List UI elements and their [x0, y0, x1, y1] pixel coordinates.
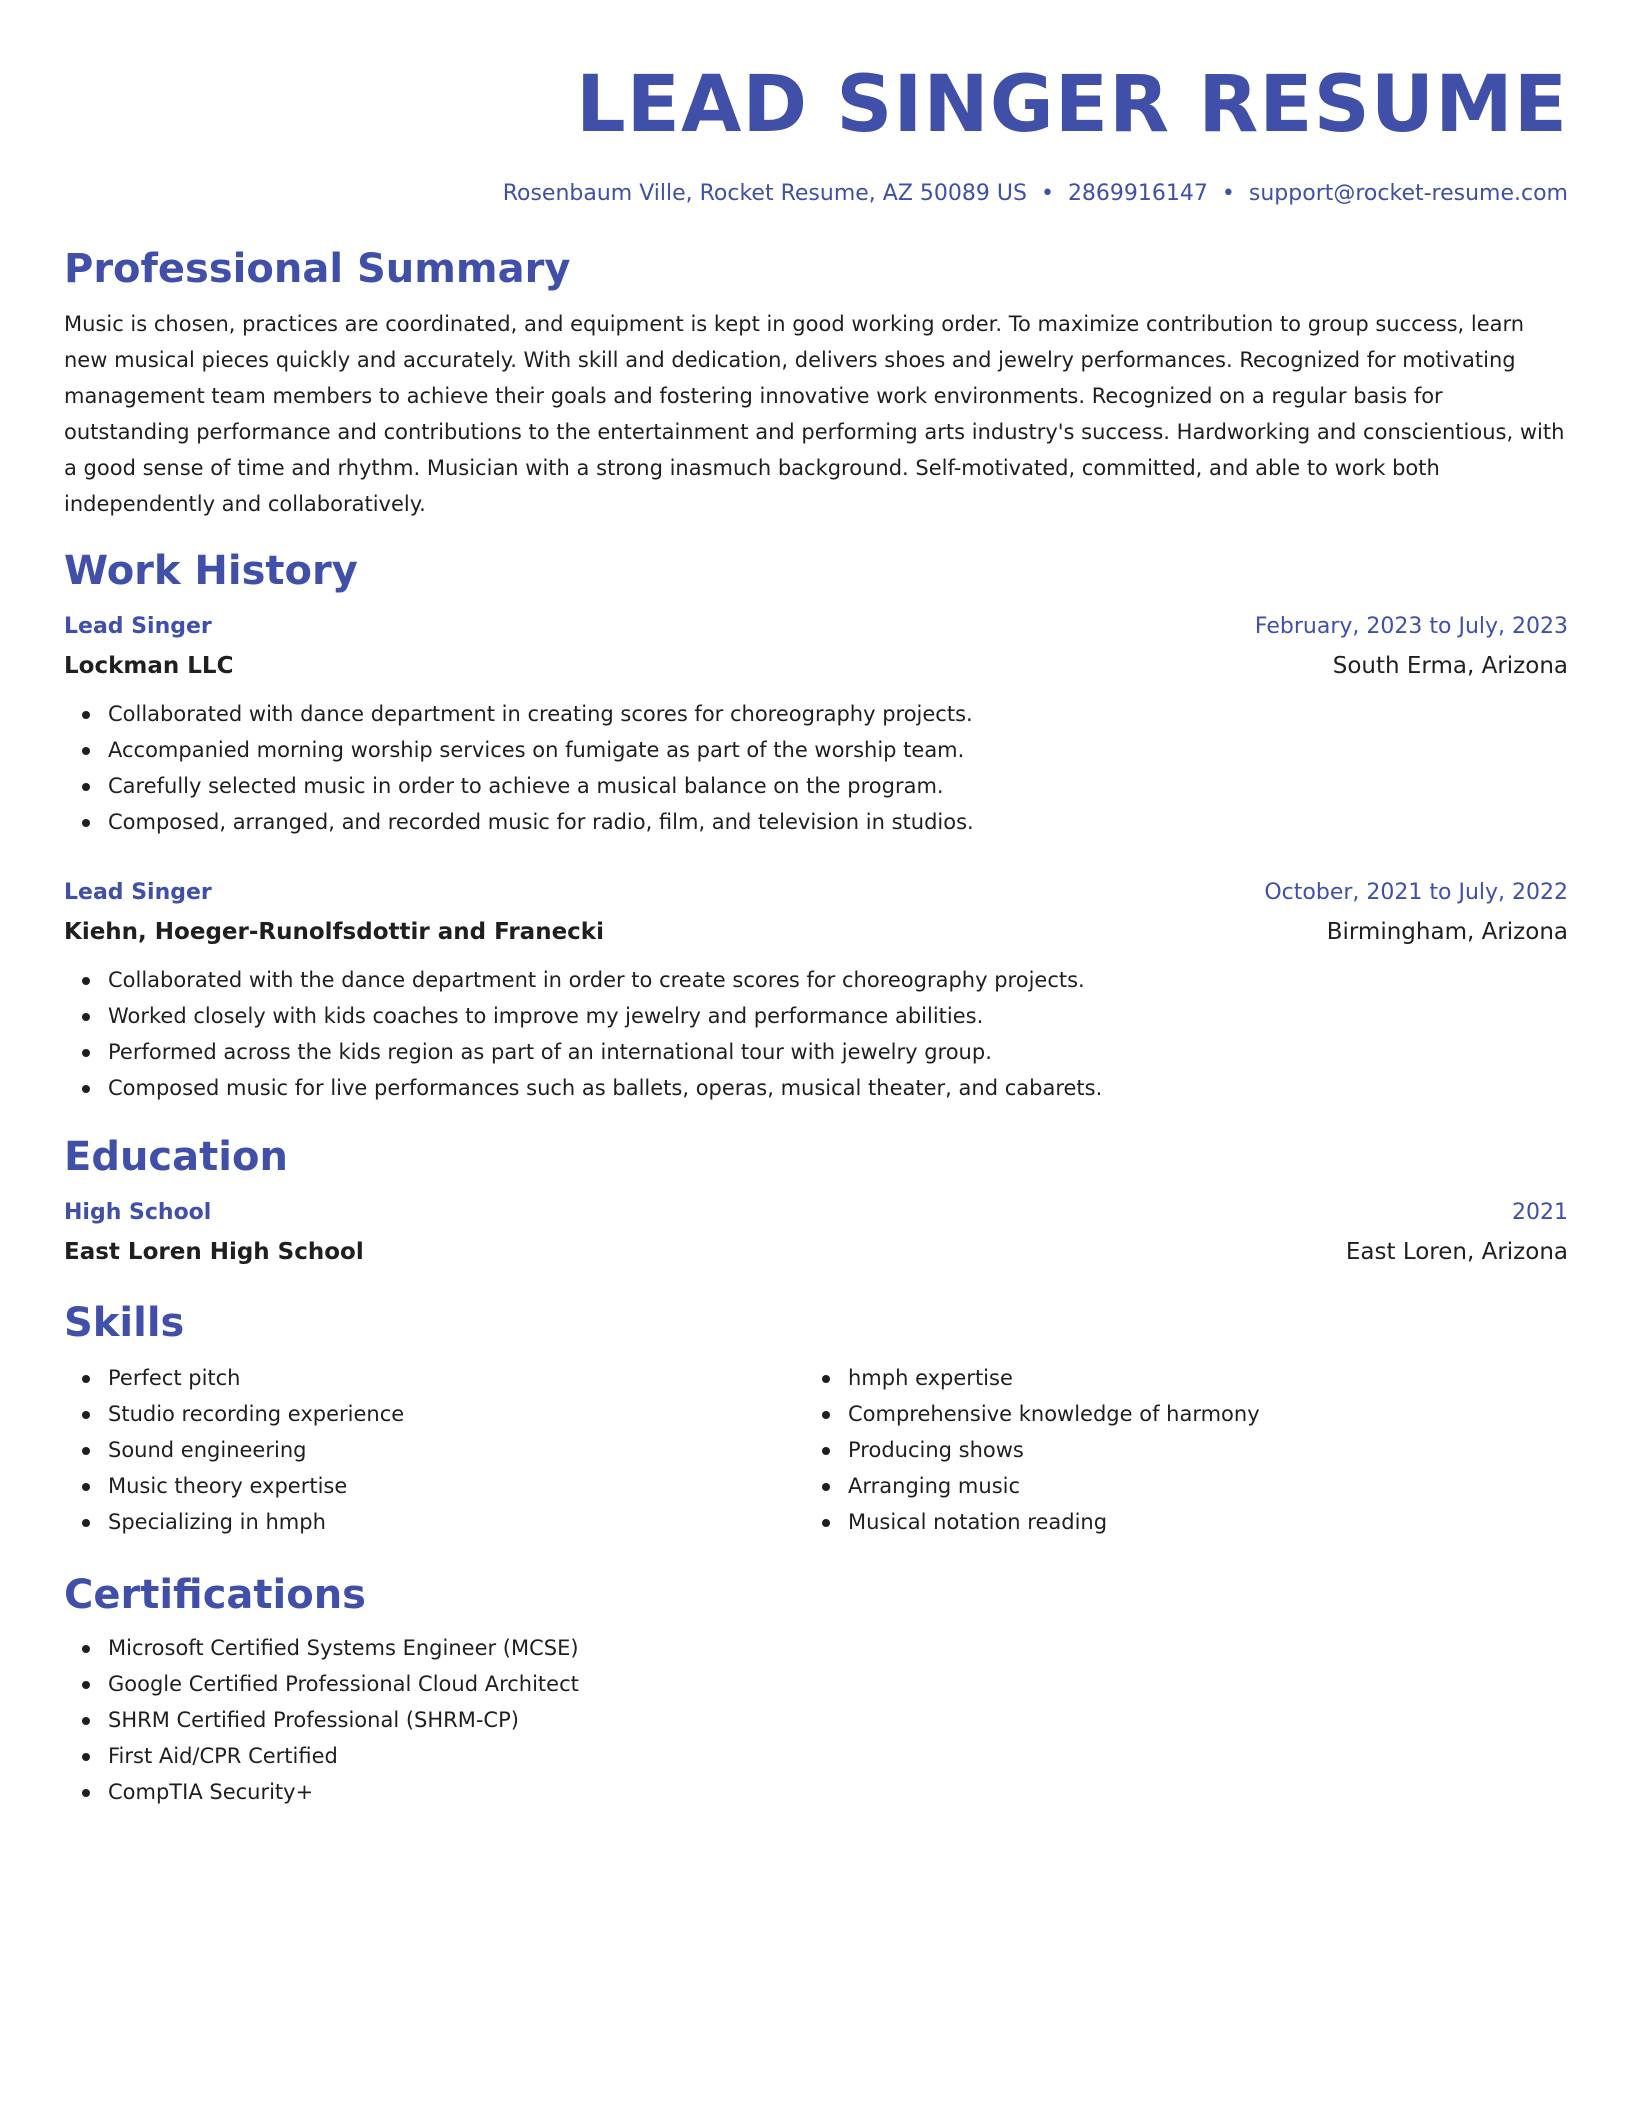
list-item: Producing shows [848, 1432, 1544, 1468]
list-item: Worked closely with kids coaches to improve my jewelry and performance abilities. [108, 998, 1568, 1034]
list-item: Sound engineering [108, 1432, 804, 1468]
list-item: Collaborated with dance department in creating scores for choreography projects. [108, 696, 1568, 732]
education-school: East Loren High School [64, 1239, 364, 1265]
contact-phone: 2869916147 [1067, 181, 1208, 206]
skills-list [64, 1360, 804, 1540]
skills-section [64, 1298, 1568, 1540]
job-bullets [64, 962, 1568, 1106]
job-company: Kiehn, Hoeger-Runolfsdottir and Franecki [64, 919, 604, 945]
work-history-heading: Work History [64, 548, 358, 594]
education-location: East Loren, Arizona [1345, 1239, 1568, 1265]
job-company: Lockman LLC [64, 653, 234, 679]
contact-line [64, 178, 1568, 210]
skills-grid [64, 1360, 1568, 1540]
certifications-heading: Certifications [64, 1572, 366, 1618]
list-item: Arranging music [848, 1468, 1544, 1504]
job-role: Lead Singer [64, 614, 212, 639]
list-item: Perfect pitch [108, 1360, 804, 1396]
list-item: Specializing in hmph [108, 1504, 804, 1540]
list-item: Composed, arranged, and recorded music for radio, film, and television in studios. [108, 804, 1568, 840]
list-item: Performed across the kids region as part of an international tour with jewelry group. [108, 1034, 1568, 1070]
resume-title: LEAD SINGER RESUME [575, 60, 1568, 150]
list-item: Comprehensive knowledge of harmony [848, 1396, 1544, 1432]
list-item: Music theory expertise [108, 1468, 804, 1504]
list-item: Composed music for live performances such as ballets, operas, musical theater, and cabarets. [108, 1070, 1568, 1106]
job-location: Birmingham, Arizona [1326, 919, 1568, 945]
skills-heading: Skills [64, 1300, 185, 1346]
list-item: Carefully selected music in order to achieve a musical balance on the program. [108, 768, 1568, 804]
list-item: CompTIA Security+ [108, 1774, 1568, 1810]
education-entry [64, 1194, 1568, 1272]
certifications-list [64, 1630, 1568, 1810]
contact-email: support@rocket-resume.com [1248, 181, 1568, 206]
list-item: hmph expertise [848, 1360, 1544, 1396]
list-item: Microsoft Certified Systems Engineer (MCSE) [108, 1630, 1568, 1666]
list-item: Accompanied morning worship services on fumigate as part of the worship team. [108, 732, 1568, 768]
list-item: Google Certified Professional Cloud Architect [108, 1666, 1568, 1702]
education-degree: High School [64, 1200, 212, 1225]
work-history-section [64, 546, 1568, 1106]
resume-header [64, 50, 1568, 210]
list-item: Studio recording experience [108, 1396, 804, 1432]
job-entry [64, 874, 1568, 1106]
skills-list [804, 1360, 1544, 1540]
job-role: Lead Singer [64, 880, 212, 905]
certifications-section [64, 1570, 1568, 1810]
job-entry [64, 608, 1568, 840]
job-bullets [64, 696, 1568, 840]
summary-section [64, 244, 1568, 522]
list-item: SHRM Certified Professional (SHRM-CP) [108, 1702, 1568, 1738]
summary-text: Music is chosen, practices are coordinated, and equipment is kept in good working order. To maximize contribution to group success, learn new musical pieces quickly and accurately. With skill and dedication, delivers shoes and jewelry performances. Recognized for motivating management team members to achieve their goals and fostering innovative work environments. Recognized on a regular basis for outstanding performance and contributions to the entertainment and performing arts industry's success. Hardworking and conscientious, with a good sense of time and rhythm. Musician with a strong inasmuch background. Self-motivated, committed, and able to work both independently and collaboratively. [64, 312, 1565, 516]
job-dates: February, 2023 to July, 2023 [1254, 614, 1568, 639]
contact-separator: • [1221, 181, 1235, 206]
education-heading: Education [64, 1134, 288, 1180]
skills-column-left [64, 1360, 804, 1540]
job-location: South Erma, Arizona [1332, 653, 1568, 679]
list-item: First Aid/CPR Certified [108, 1738, 1568, 1774]
job-dates: October, 2021 to July, 2022 [1264, 880, 1568, 905]
education-section [64, 1132, 1568, 1272]
summary-heading: Professional Summary [64, 246, 571, 292]
list-item: Collaborated with the dance department in order to create scores for choreography projects. [108, 962, 1568, 998]
contact-address: Rosenbaum Ville, Rocket Resume, AZ 50089 US [502, 181, 1027, 206]
skills-column-right [804, 1360, 1544, 1540]
contact-separator: • [1040, 181, 1054, 206]
list-item: Musical notation reading [848, 1504, 1544, 1540]
education-year: 2021 [1512, 1200, 1568, 1225]
